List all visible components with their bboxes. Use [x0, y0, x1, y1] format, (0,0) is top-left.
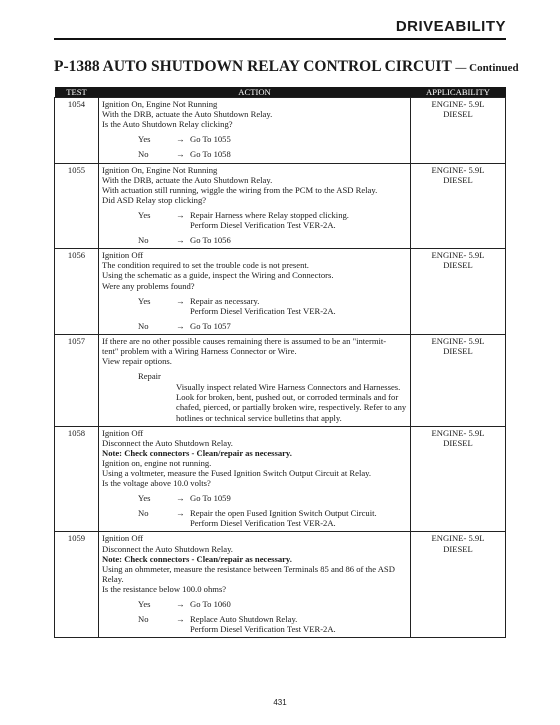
applicability-line: DIESEL — [443, 437, 473, 448]
arrow-right-icon: → — [176, 599, 185, 610]
choice-result — [190, 296, 407, 316]
applicability-line: ENGINE- 5.9L — [431, 164, 485, 175]
test-number: 1054 — [55, 98, 99, 163]
choice-result — [190, 599, 407, 609]
choice-result — [190, 508, 407, 528]
repair-instruction-line: chafed, pierced, or partially broken wire, respectively. Refer to any — [176, 402, 407, 413]
action-cell — [99, 163, 411, 249]
table-row — [55, 98, 506, 163]
decision-choice — [102, 508, 407, 528]
applicability-line: DIESEL — [443, 345, 473, 356]
applicability-cell — [411, 426, 506, 532]
arrow-right-icon: → — [176, 614, 185, 625]
choice-result — [190, 321, 407, 331]
applicability-line: ENGINE- 5.9L — [431, 250, 485, 261]
applicability-line: DIESEL — [443, 174, 473, 185]
choice-result-line: Repair Harness where Relay stopped clicking. — [190, 209, 349, 220]
applicability-line: DIESEL — [443, 260, 473, 271]
header-action: ACTION — [99, 87, 411, 98]
choice-result — [190, 149, 407, 159]
repair-instruction-line: Visually inspect related Wire Harness Connectors and Harnesses. — [176, 382, 401, 393]
decision-choice — [102, 149, 407, 159]
decision-choice — [102, 210, 407, 230]
choice-label: Yes — [138, 209, 151, 220]
choice-result-line: Repair the open Fused Ignition Switch Output Circuit. — [190, 508, 377, 519]
choice-result-line: Go To 1059 — [190, 493, 231, 504]
action-step: If there are no other possible causes remaining there is assumed to be an "intermit- — [102, 335, 387, 346]
arrow-right-icon: → — [176, 508, 185, 519]
choice-result — [190, 235, 407, 245]
choice-result-line: Go To 1058 — [190, 149, 231, 160]
action-step: Is the voltage above 10.0 volts? — [102, 478, 211, 489]
table-header-row — [55, 87, 506, 98]
action-step: Were any problems found? — [102, 280, 195, 291]
applicability-line: ENGINE- 5.9L — [431, 427, 485, 438]
action-cell — [99, 249, 411, 335]
action-step: With actuation still running, wiggle the wiring from the PCM to the ASD Relay. — [102, 184, 378, 195]
continued-label: — Continued — [455, 62, 519, 74]
table-row — [55, 163, 506, 249]
action-step: With the DRB, actuate the Auto Shutdown Relay. — [102, 109, 273, 120]
action-step: Ignition Off — [102, 533, 144, 544]
action-note: Note: Check connectors - Clean/repair as necessary. — [102, 447, 292, 458]
applicability-cell — [411, 98, 506, 163]
arrow-right-icon: → — [176, 149, 185, 160]
arrow-right-icon: → — [176, 295, 185, 306]
choice-result-line: Perform Diesel Verification Test VER-2A. — [190, 624, 336, 635]
action-step: Is the Auto Shutdown Relay clicking? — [102, 119, 233, 130]
choice-result-line: Repair as necessary. — [190, 295, 260, 306]
choice-label: No — [138, 320, 149, 331]
fault-code: P-1388 — [54, 58, 100, 75]
applicability-line: ENGINE- 5.9L — [431, 533, 485, 544]
decision-choice — [102, 493, 407, 503]
table-row — [55, 426, 506, 532]
table-body — [55, 98, 506, 638]
header-applicability: APPLICABILITY — [411, 87, 506, 98]
action-step: Disconnect the Auto Shutdown Relay. — [102, 543, 233, 554]
action-step: Ignition Off — [102, 427, 144, 438]
choice-result-line: Perform Diesel Verification Test VER-2A. — [190, 305, 336, 316]
choice-result — [190, 210, 407, 230]
choice-result-line: Go To 1057 — [190, 320, 231, 331]
section-title: DRIVEABILITY — [395, 18, 506, 35]
applicability-cell — [411, 334, 506, 426]
decision-choice — [102, 134, 407, 144]
choice-result-line: Perform Diesel Verification Test VER-2A. — [190, 220, 336, 231]
applicability-cell — [411, 249, 506, 335]
page-number: 431 — [273, 698, 287, 707]
repair-label: Repair — [138, 371, 161, 382]
action-step: Disconnect the Auto Shutdown Relay. — [102, 437, 233, 448]
action-step: Using the schematic as a guide, inspect the Wiring and Connectors. — [102, 270, 334, 281]
diagnostic-test-table — [54, 87, 506, 638]
choice-result — [190, 134, 407, 144]
choice-label: No — [138, 235, 149, 246]
action-step: Relay. — [102, 573, 124, 584]
action-step: View repair options. — [102, 356, 172, 367]
action-step: Using a voltmeter, measure the Fused Ignition Switch Output Circuit at Relay. — [102, 468, 372, 478]
applicability-line: DIESEL — [443, 109, 473, 120]
arrow-right-icon: → — [176, 493, 185, 504]
test-number: 1056 — [55, 249, 99, 335]
test-number: 1059 — [55, 532, 99, 638]
applicability-line: ENGINE- 5.9L — [431, 335, 485, 346]
choice-result-line: Go To 1055 — [190, 134, 231, 145]
choice-result-line: Replace Auto Shutdown Relay. — [190, 614, 298, 625]
action-cell — [99, 532, 411, 638]
choice-label: No — [138, 149, 149, 160]
decision-choice — [102, 235, 407, 245]
decision-choice — [102, 614, 407, 634]
page-title — [54, 58, 519, 76]
fault-name: AUTO SHUTDOWN RELAY CONTROL CIRCUIT — [102, 58, 452, 75]
action-step: Did ASD Relay stop clicking? — [102, 194, 207, 205]
choice-label: Yes — [138, 599, 151, 610]
table-row — [55, 532, 506, 638]
action-step: Is the resistance below 100.0 ohms? — [102, 583, 227, 594]
test-number: 1057 — [55, 334, 99, 426]
action-step: Using an ohmmeter, measure the resistance between Terminals 85 and 86 of the ASD — [102, 563, 395, 574]
test-number: 1055 — [55, 163, 99, 249]
repair-instruction-line: hotlines or technical service bulletins that apply. — [176, 412, 342, 423]
decision-choice — [102, 296, 407, 316]
choice-result-line: Go To 1056 — [190, 235, 231, 246]
action-step: Ignition On, Engine Not Running — [102, 99, 218, 110]
repair-instruction-line: Look for broken, bent, pushed out, or corroded terminals and for — [176, 392, 399, 403]
applicability-cell — [411, 163, 506, 249]
action-step: The condition required to set the trouble code is not present. — [102, 260, 309, 271]
table-row — [55, 334, 506, 426]
decision-choice — [102, 599, 407, 609]
decision-choice — [102, 321, 407, 331]
action-step: tent" problem with a Wiring Harness Connector or Wire. — [102, 345, 297, 356]
choice-result — [190, 614, 407, 634]
action-cell — [99, 426, 411, 532]
section-header — [54, 16, 506, 40]
action-step: With the DRB, actuate the Auto Shutdown Relay. — [102, 174, 273, 185]
arrow-right-icon: → — [176, 235, 185, 246]
action-step: Ignition On, Engine Not Running — [102, 164, 218, 175]
action-cell — [99, 334, 411, 426]
choice-result-line: Perform Diesel Verification Test VER-2A. — [190, 518, 336, 529]
repair-option — [102, 371, 407, 422]
action-note: Note: Check connectors - Clean/repair as necessary. — [102, 553, 292, 564]
test-number: 1058 — [55, 426, 99, 532]
choice-label: Yes — [138, 134, 151, 145]
choice-label: Yes — [138, 493, 151, 504]
applicability-line: DIESEL — [443, 543, 473, 554]
arrow-right-icon: → — [176, 320, 185, 331]
choice-label: No — [138, 614, 149, 625]
choice-result-line: Go To 1060 — [190, 599, 231, 610]
arrow-right-icon: → — [176, 209, 185, 220]
repair-instructions — [102, 382, 407, 422]
action-step: Ignition on, engine not running. — [102, 457, 212, 468]
choice-result — [190, 493, 407, 503]
applicability-cell — [411, 532, 506, 638]
choice-label: No — [138, 508, 149, 519]
header-test: TEST — [55, 87, 99, 98]
action-step: Ignition Off — [102, 250, 144, 261]
choice-label: Yes — [138, 295, 151, 306]
table-row — [55, 249, 506, 335]
arrow-right-icon: → — [176, 134, 185, 145]
action-cell — [99, 98, 411, 163]
applicability-line: ENGINE- 5.9L — [431, 99, 485, 110]
